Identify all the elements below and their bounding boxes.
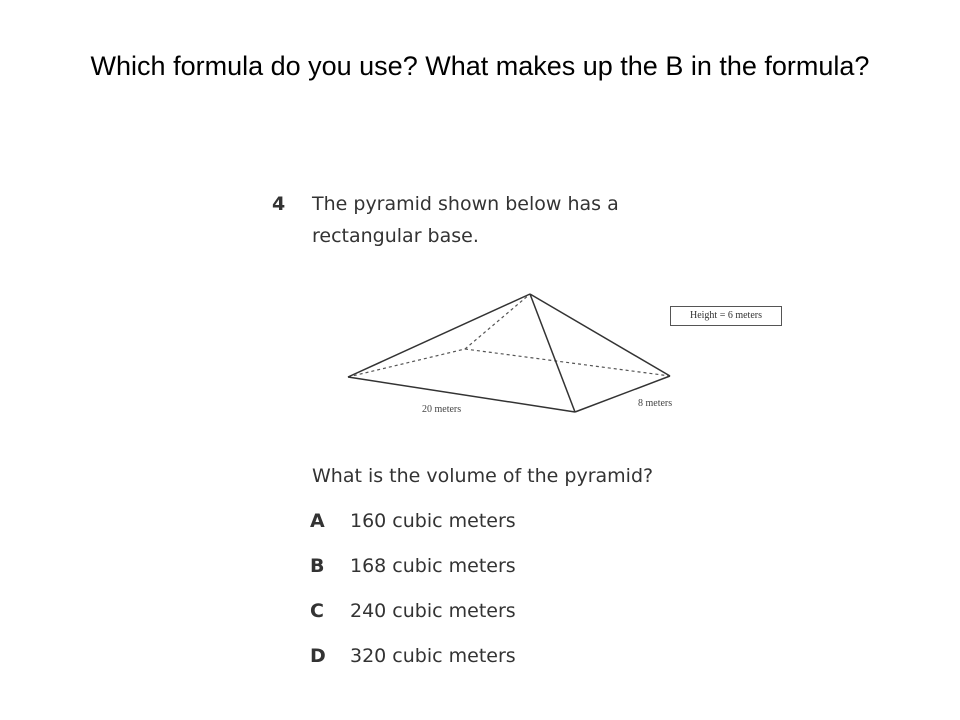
height-label: Height = 6 meters (670, 306, 782, 326)
choice-text: 320 cubic meters (350, 645, 516, 667)
choice-text: 160 cubic meters (350, 510, 516, 532)
hidden-edge-back-right (465, 349, 670, 376)
lateral-edge-right (530, 294, 670, 376)
question-number: 4 (272, 193, 286, 215)
question-prompt: What is the volume of the pyramid? (312, 465, 654, 487)
pyramid-figure (330, 282, 800, 432)
choice-letter: D (310, 645, 326, 667)
hidden-edge-apex (465, 294, 530, 349)
base-edge-front-left (348, 377, 575, 412)
lateral-edge-left (348, 294, 530, 377)
answer-choice-d[interactable] (310, 645, 516, 667)
length-label: 20 meters (422, 404, 462, 415)
answer-choice-a[interactable] (310, 510, 516, 532)
slide-title: Which formula do you use? What makes up the B in the formula? (90, 51, 870, 81)
choice-letter: C (310, 600, 324, 622)
choice-letter: B (310, 555, 325, 577)
pyramid-diagram (330, 282, 800, 432)
width-label: 8 meters (638, 398, 673, 409)
choice-text: 168 cubic meters (350, 555, 516, 577)
choice-letter: A (310, 510, 325, 532)
lateral-edge-front (530, 294, 575, 412)
question-stem: The pyramid shown below has a rectangular base. (312, 193, 619, 247)
answer-choice-c[interactable] (310, 600, 516, 622)
choice-text: 240 cubic meters (350, 600, 516, 622)
answer-choice-b[interactable] (310, 555, 516, 577)
hidden-edge-back-left (348, 349, 465, 377)
